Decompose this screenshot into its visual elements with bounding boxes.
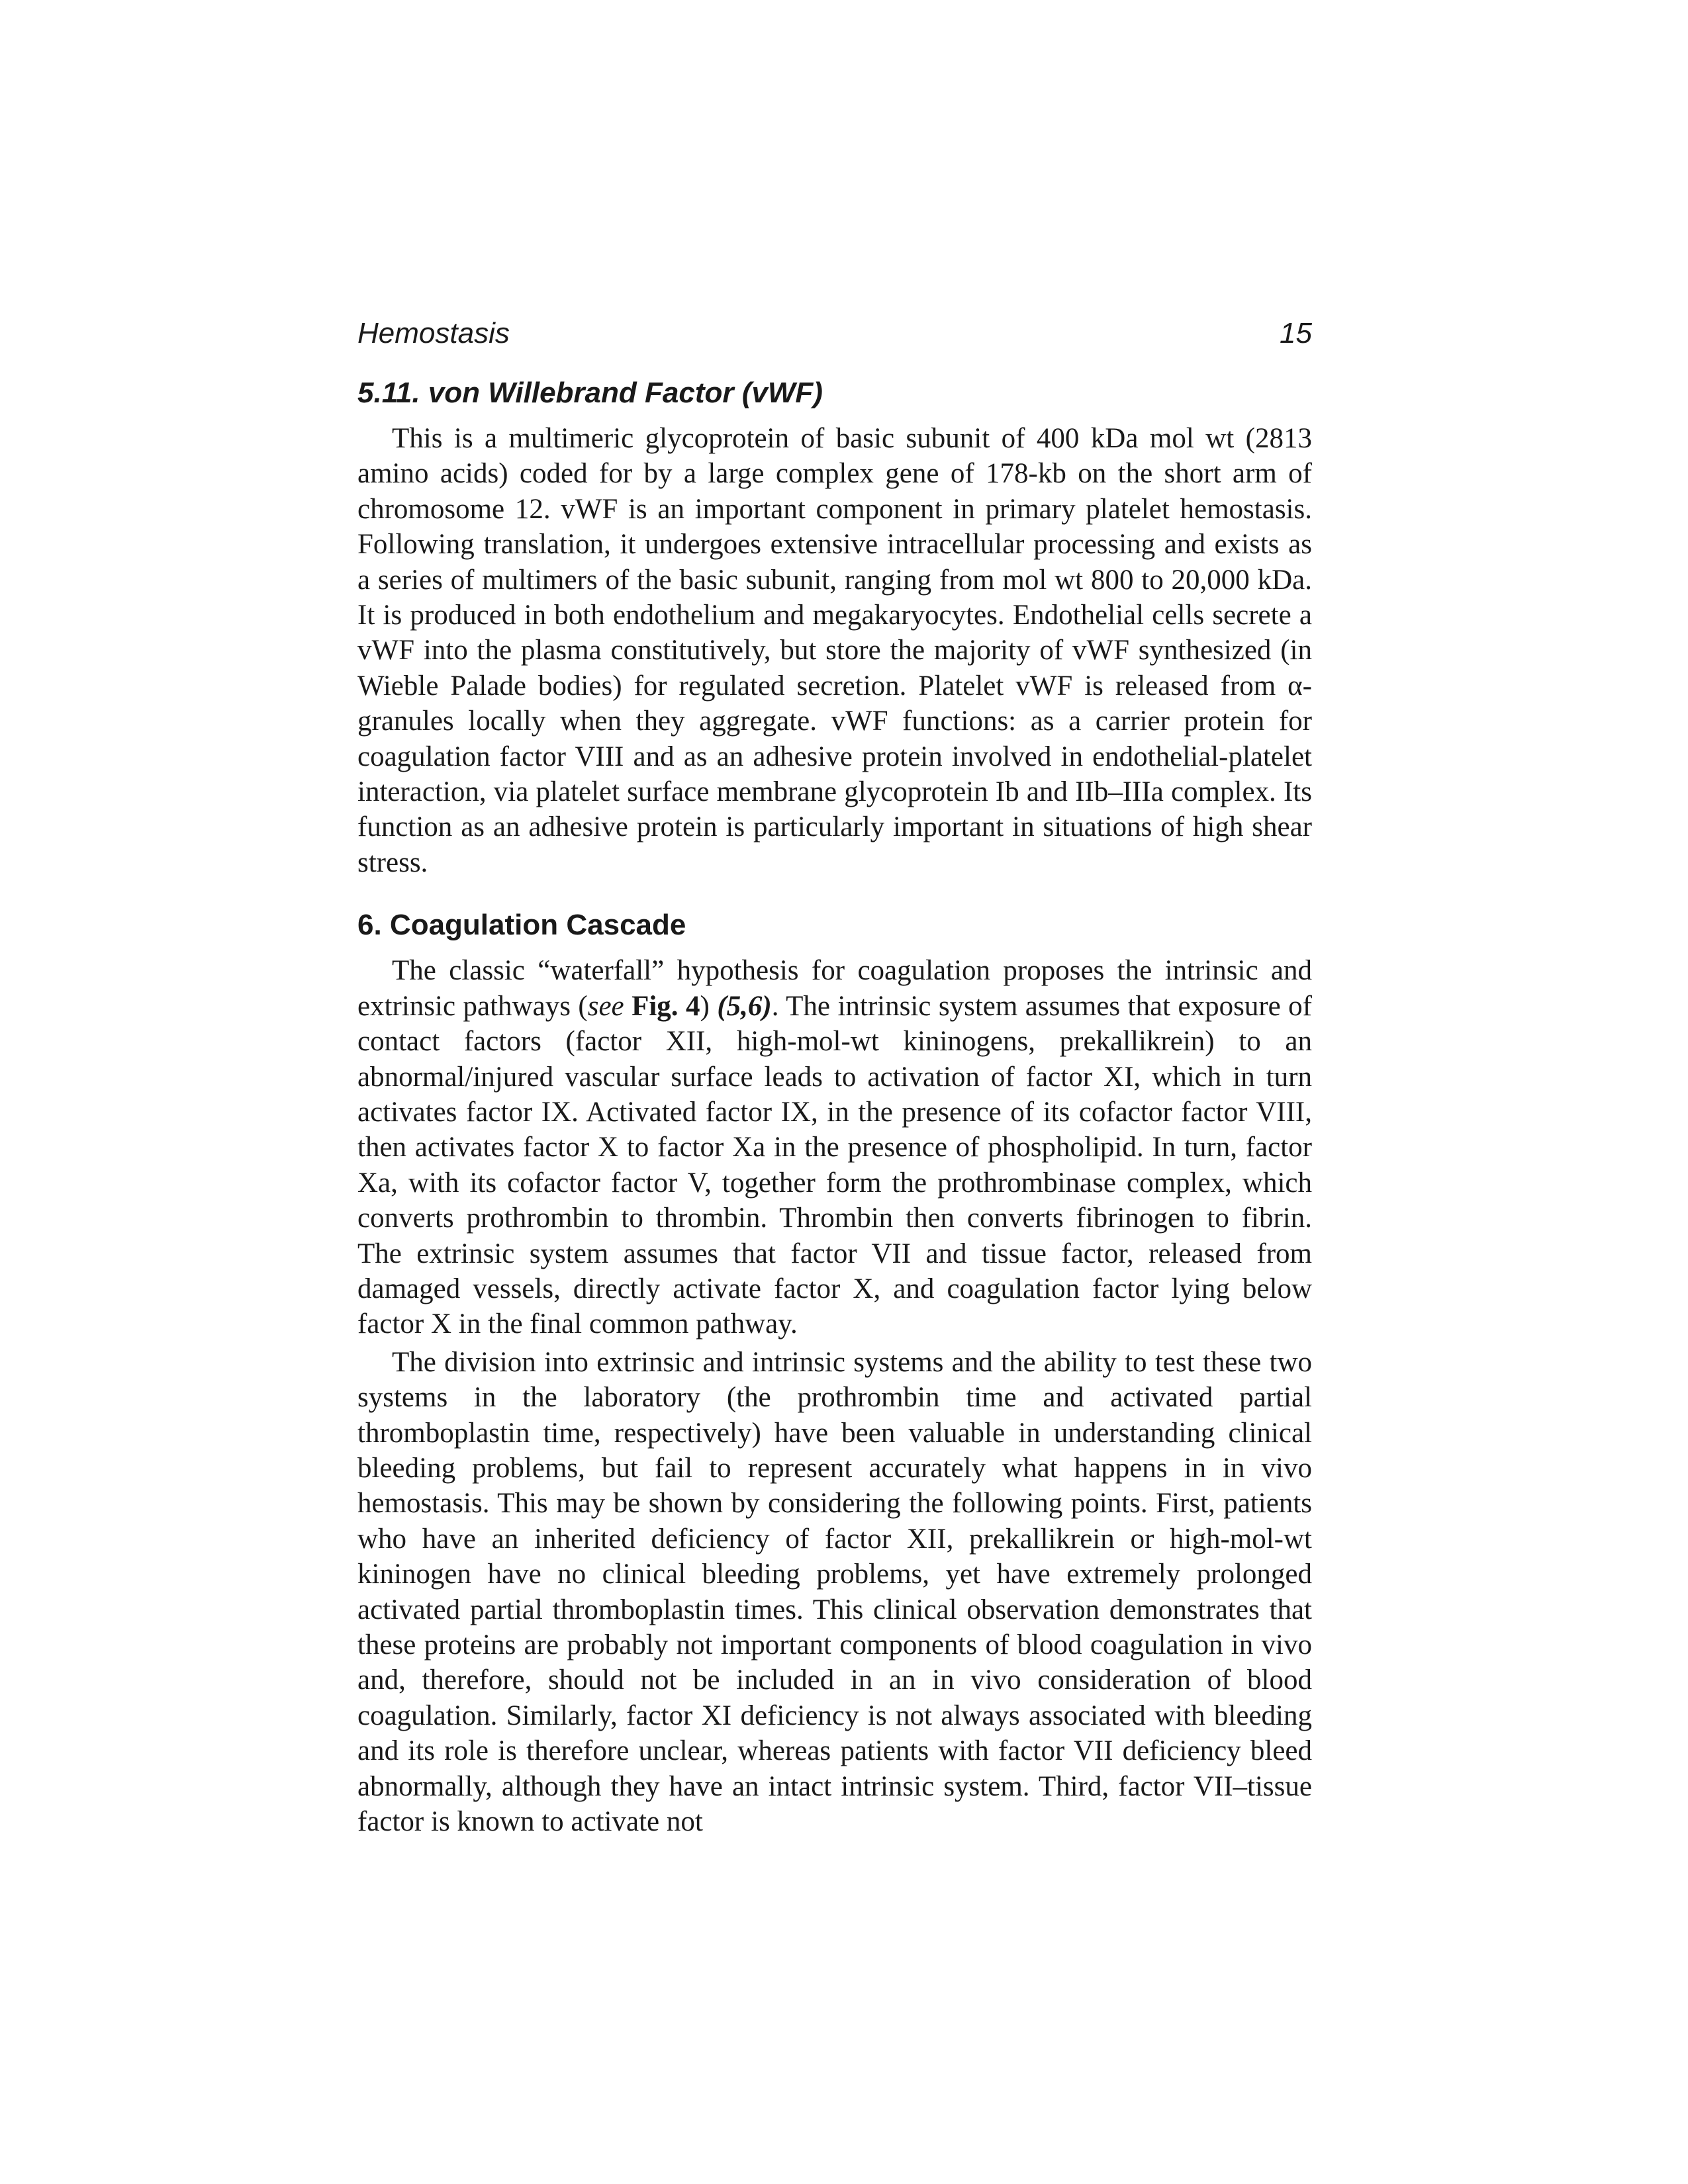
paragraph-1-text-b: ) (700, 990, 718, 1022)
see-reference: see (587, 990, 624, 1022)
running-head (357, 316, 1312, 351)
running-head-title: Hemostasis (357, 317, 510, 349)
vwf-paragraph: This is a multimeric glycoprotein of basic subunit of 400 kDa mol wt (2813 amino acids) coded for by a large complex gene of 178-kb on the short arm of chromosome 12. vWF is an important component in primary platelet hemostasis. Following translation, it undergoes extensive intracellular processing and exists as a series of multimers of the basic subunit, ranging from mol wt 800 to 20,000 kDa. It is produced in both endothelium and megakaryocytes. Endothelial cells secrete a vWF into the plasma constitutively, but store the majority of vWF synthesized (in Wieble Palade bodies) for regulated secretion. Platelet vWF is released from α-granules locally when they aggregate. vWF functions: as a carrier protein for coagulation factor VIII and as an adhesive protein involved in endothelial-platelet interaction, via platelet surface membrane glycoprotein Ib and IIb–IIIa complex. Its function as an adhesive protein is particularly important in situations of high shear stress. (357, 423, 1312, 878)
paragraph-1-text-c: . The intrinsic system assumes that exposure of contact factors (factor XII, high-mol-wt kininogens, prekallikrein) to an abnormal/injured vascular surface leads to activation of factor XI, which in turn activates factor IX. Activated factor IX, in the presence of its cofactor factor VIII, then activates factor X to factor Xa in the presence of phospholipid. In turn, factor Xa, with its cofactor factor V, together form the prothrombinase complex, which converts prothrombin to thrombin. Thrombin then converts fibrinogen to fibrin. The extrinsic system assumes that factor VII and tissue factor, released from damaged vessels, directly activate factor X, and coagulation factor lying below factor X in the final common pathway. (357, 990, 1313, 1340)
figure-reference: Fig. 4 (632, 990, 700, 1022)
section-heading-coagulation-cascade: 6. Coagulation Cascade (357, 909, 686, 942)
section-heading-vwf: 5.11. von Willebrand Factor (vWF) (357, 377, 823, 409)
coagulation-paragraph-2: The division into extrinsic and intrinsic systems and the ability to test these two systems in the laboratory (the prothrombin time and activated partial thromboplastin time, respectively) have been valuable in understanding clinical bleeding problems, but fail to represent accurately what happens in in vivo hemostasis. This may be shown by considering the following points. First, patients who have an inherited deficiency of factor XII, prekallikrein or high-mol-wt kininogen have no clinical bleeding problems, yet have extremely prolonged activated partial thromboplastin times. This clinical observation demonstrates that these proteins are probably not important components of blood coagulation in vivo and, therefore, should not be included in an in vivo consideration of blood coagulation. Similarly, factor XI deficiency is not always associated with bleeding and its role is therefore unclear, whereas patients with factor VII deficiency bleed abnormally, although they have an intact intrinsic system. Third, factor VII–tissue factor is known to activate not (357, 1346, 1312, 1838)
citation-reference: (5,6) (717, 990, 772, 1022)
page-number: 15 (1280, 317, 1312, 349)
coagulation-paragraph-1 (357, 953, 1312, 1342)
book-page (357, 316, 1312, 1839)
paragraph-1-text-a: The classic “waterfall” hypothesis for coagulation proposes the intrinsic and extrinsic pathways ( (357, 955, 1312, 1022)
